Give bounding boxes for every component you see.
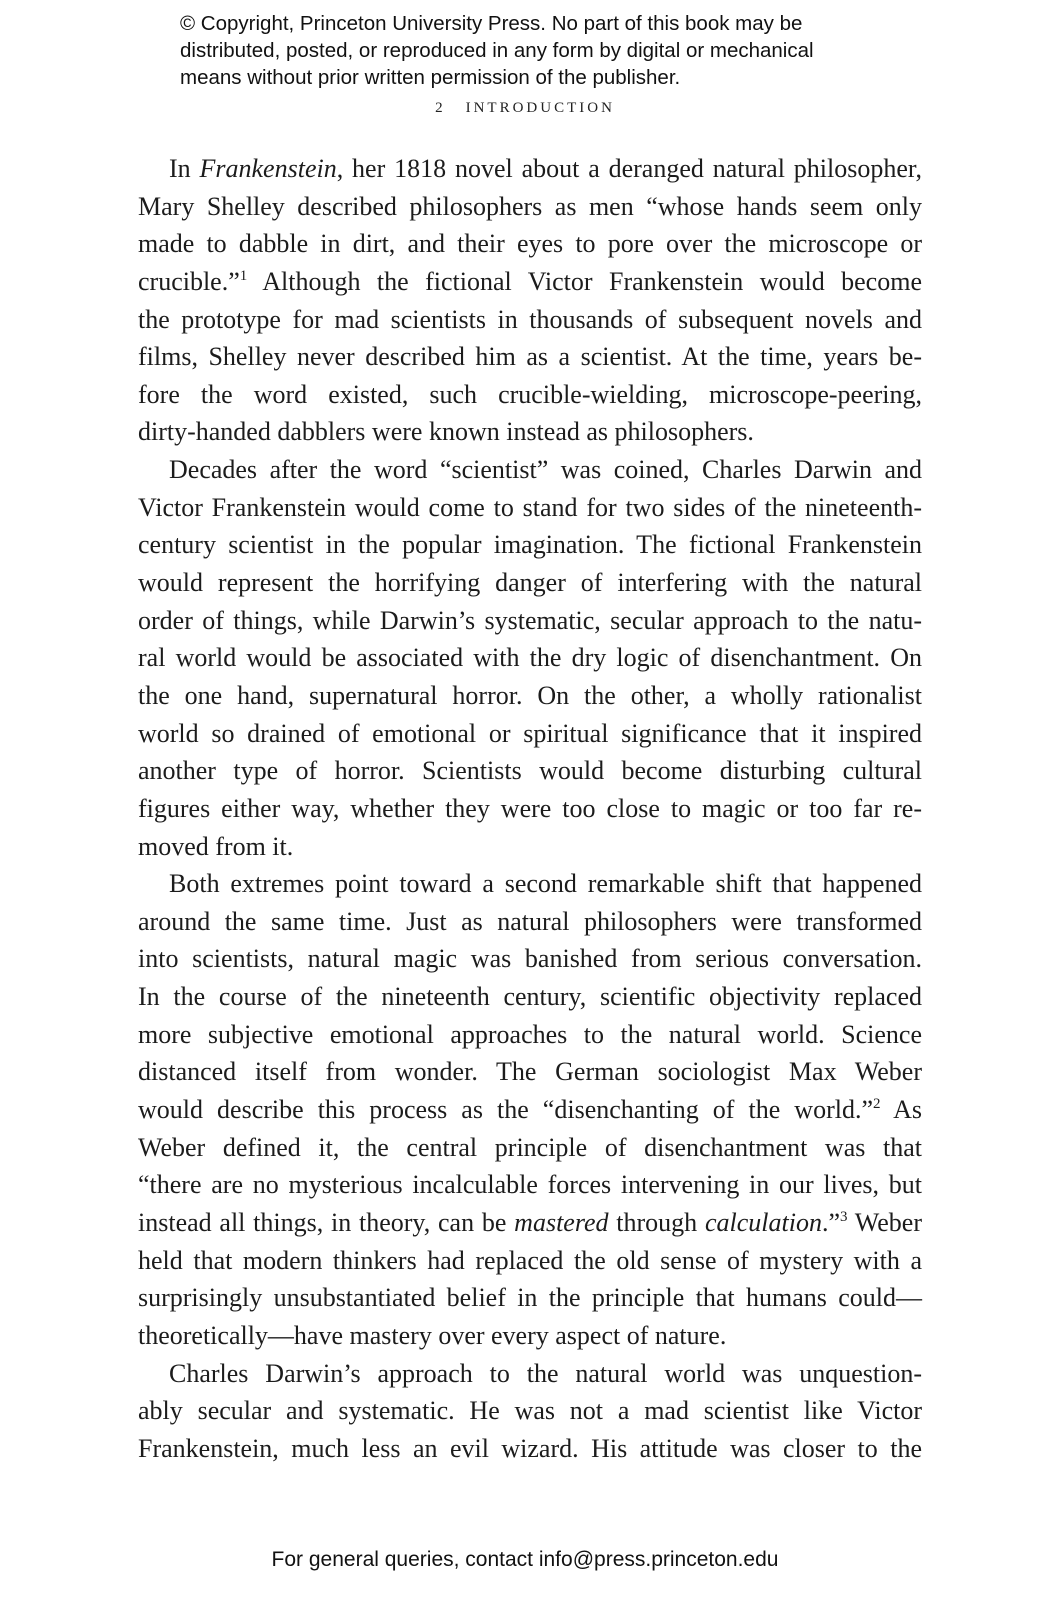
page-number: 2 — [435, 100, 446, 116]
text-line: Both extremes point toward a second remarkable shift that happened — [169, 869, 922, 899]
running-head — [0, 100, 1050, 117]
text-line: Frankenstein, much less an evil wizard. His attitude was closer to the — [138, 1433, 922, 1463]
text-line: Decades after the word “scientist” was coined, Charles Darwin and — [169, 455, 922, 485]
copyright-line: © Copyright, Princeton University Press. No part of this book may be — [180, 12, 803, 35]
text-line: the prototype for mad scientists in thousands of subsequent novels and — [138, 304, 922, 334]
contact-footer: For general queries, contact info@press.princeton.edu — [271, 1548, 779, 1571]
text-line: made to dabble in dirt, and their eyes to pore over the microscope or — [138, 229, 922, 259]
text-line: fore the word existed, such crucible-wielding, microscope-peering, — [138, 379, 922, 409]
text-line: around the same time. Just as natural philosophers were transformed — [138, 906, 922, 936]
text-line: theoretically—have mastery over every aspect of nature. — [138, 1320, 727, 1350]
chapter-title: INTRODUCTION — [465, 100, 615, 116]
text-line: into scientists, natural magic was banished from serious conversation. — [138, 944, 922, 974]
text-line: held that modern thinkers had replaced the old sense of mystery with a — [138, 1245, 922, 1275]
footnote-ref: 2 — [873, 1096, 881, 1113]
text-line: ably secular and systematic. He was not a mad scientist like Victor — [138, 1396, 922, 1426]
text-line: dirty-handed dabblers were known instead as philosophers. — [138, 417, 754, 447]
text-line: Charles Darwin’s approach to the natural world was unquestion- — [169, 1358, 922, 1388]
text-line: would describe this process as the “disenchanting of the world.”$^2$ As — [138, 1095, 922, 1125]
body-text — [138, 150, 922, 1467]
text-line: crucible.”$^1$ Although the fictional Victor Frankenstein would become — [138, 266, 922, 296]
text-line: “there are no mysterious incalculable forces intervening in our lives, but — [138, 1170, 922, 1200]
emphasis: calculation — [704, 1207, 822, 1237]
text-line: Victor Frankenstein would come to stand for two sides of the nineteenth- — [138, 492, 922, 522]
text-line: Weber defined it, the central principle of disenchantment was that — [138, 1132, 922, 1162]
text-line: In the course of the nineteenth century, scientific objectivity replaced — [138, 982, 922, 1012]
text-line: distanced itself from wonder. The German sociologist Max Weber — [138, 1057, 922, 1087]
text-line: another type of horror. Scientists would become disturbing cultural — [138, 756, 922, 786]
text-line: figures either way, whether they were too close to magic or too far re- — [138, 793, 922, 823]
footnote-ref: 1 — [239, 267, 248, 284]
text-line: surprisingly unsubstantiated belief in the principle that humans could— — [138, 1283, 922, 1313]
text-line: more subjective emotional approaches to the natural world. Science — [138, 1019, 922, 1049]
footnote-ref: 3 — [840, 1208, 848, 1225]
copyright-notice — [180, 10, 900, 91]
text-line: moved from it. — [138, 831, 294, 861]
text-line: order of things, while Darwin’s systematic, secular approach to the natu- — [138, 605, 922, 635]
text-line: films, Shelley never described him as a scientist. At the time, years be- — [138, 342, 922, 372]
text-line: In Frankenstein, her 1818 novel about a deranged natural philosopher, — [169, 154, 922, 183]
text-line: century scientist in the popular imagination. The fictional Frankenstein — [138, 530, 922, 560]
copyright-line: distributed, posted, or reproduced in any form by digital or mechanical — [180, 39, 814, 62]
text-line: Mary Shelley described philosophers as men “whose hands seem only — [138, 191, 922, 221]
copyright-line: means without prior written permission of the publisher. — [180, 66, 681, 89]
text-line: instead all things, in theory, can be mastered through calculation.”$^3$ Weber — [138, 1207, 922, 1237]
text-line: would represent the horrifying danger of interfering with the natural — [138, 568, 922, 598]
emphasis: mastered — [514, 1207, 609, 1237]
text-line: the one hand, supernatural horror. On the other, a wholly rationalist — [138, 680, 922, 710]
text-line: world so drained of emotional or spiritual significance that it inspired — [138, 718, 922, 748]
text-line: ral world would be associated with the dry logic of disenchantment. On — [138, 643, 922, 673]
book-title: Frankenstein — [199, 154, 337, 183]
